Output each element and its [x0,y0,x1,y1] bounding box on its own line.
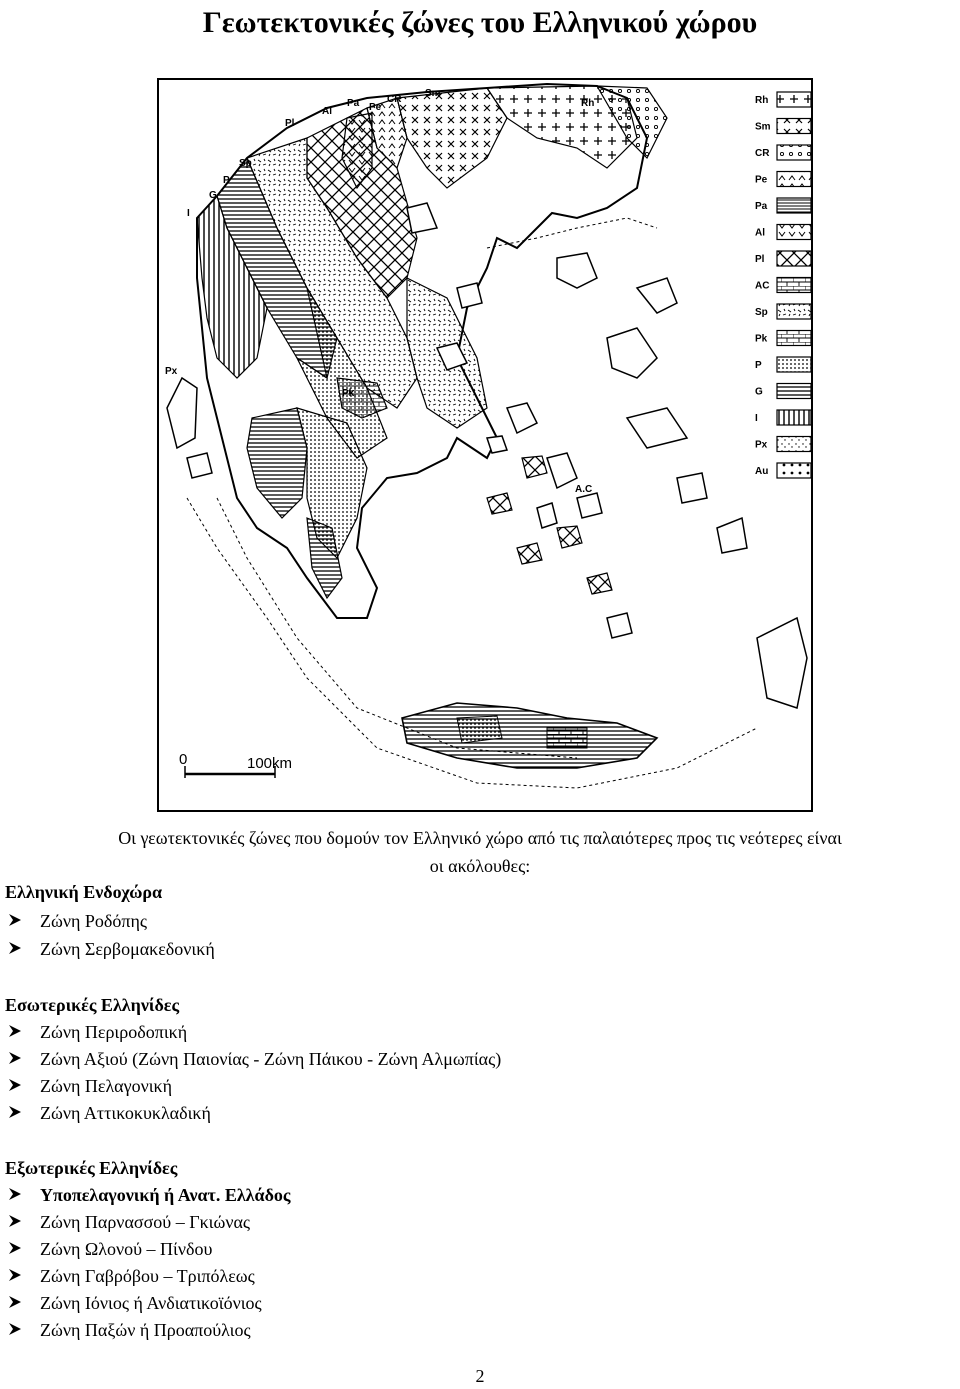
legend-swatch-px [777,437,811,452]
legend-label-al: Al [755,227,765,239]
arrow-bullet-icon [8,1187,22,1201]
legend-swatch-i [777,410,811,425]
list-item-label: Ζώνη Σερβομακεδονική [40,939,215,959]
legend-swatch-rh [777,92,811,107]
legend-swatch-pl [777,251,811,266]
legend-label-pa: Pa [755,201,768,212]
legend-label-cr: CR [755,148,770,159]
map-label-cr: CR [387,94,402,105]
legend-swatch-ac [777,278,811,293]
map-label-rh: Rh [581,98,595,109]
list-item [40,1293,262,1314]
map-label-sm: Sm [425,88,441,99]
arrow-bullet-icon [8,1268,22,1282]
map-label-al: Al [322,106,332,117]
legend-label-sp: Sp [755,307,768,318]
legend-label-px: Px [755,439,768,451]
legend-swatch-pa [777,198,811,213]
arrow-bullet-icon [8,941,22,955]
crete-gavrovo [457,716,502,743]
map-label-i: I [187,208,190,219]
legend-swatch-cr [777,145,811,160]
legend-swatch-pk [777,331,811,346]
list-item-label: Ζώνη Παξών ή Προαπούλιος [40,1320,251,1340]
page-title: Γεωτεκτονικές ζώνες του Ελληνικού χώρου [202,6,758,39]
map-label-pk: Pk [342,388,355,399]
legend-label-p: P [755,360,762,371]
arrow-bullet-icon [8,913,22,927]
legend-swatch-sp [777,304,811,319]
legend-label-sm: Sm [755,121,771,133]
legend-swatch-g [777,384,811,399]
list-item [40,1049,501,1070]
map-label-sp: Sp [239,158,252,169]
list-item-label: Ζώνη Αττικοκυκλαδική [40,1103,211,1123]
list-item [40,1266,255,1287]
list-item [40,1185,291,1206]
page-number: 2 [475,1366,485,1386]
list-item [40,1212,250,1233]
list-item-label: Ζώνη Ροδόπης [40,911,148,931]
arrow-bullet-icon [8,1105,22,1119]
list-item-label: Υποπελαγονική ή Ανατ. Ελλάδος [40,1185,291,1205]
list-item-label: Ζώνη Περιροδοπική [40,1022,188,1042]
map-label-pe: Pe [369,102,382,113]
scale-km-label: 100km [247,755,293,772]
arrow-bullet-icon [8,1214,22,1228]
geotectonic-map [157,78,813,812]
section-heading-hinterland: Ελληνική Ενδοχώρα [5,882,163,902]
arrow-bullet-icon [8,1051,22,1065]
legend-swatch-al [777,225,811,240]
map-label-g: G [209,190,217,201]
arrow-bullet-icon [8,1241,22,1255]
intro-line-2: οι ακόλουθες: [429,856,531,876]
legend-label-pk: Pk [755,333,768,345]
list-item [40,911,147,932]
list-item [40,1239,212,1260]
list-item-label: Ζώνη Αξιού (Ζώνη Παιονίας - Ζώνη Πάικου - Ζώνη Αλμωπίας) [40,1049,502,1069]
arrow-bullet-icon [8,1024,22,1038]
list-item [40,1320,251,1341]
legend-label-ac: AC [755,280,770,292]
legend-label-au: Au [755,466,769,477]
list-item-label: Ζώνη Παρνασσού – Γκιώνας [40,1212,251,1232]
map-label-pa: Pa [347,98,360,109]
arrow-bullet-icon [8,1295,22,1309]
map-label-ac: A.C [575,484,593,495]
crete-pindos [547,728,587,748]
legend-label-i: I [755,413,758,424]
legend-label-pl: Pl [755,254,765,265]
arrow-bullet-icon [8,1322,22,1336]
section-heading-external-hellenides: Εξωτερικές Ελληνίδες [5,1158,178,1178]
map-label-pl: Pl [285,118,295,129]
legend-label-pe: Pe [755,174,768,186]
legend-swatch-p [777,357,811,372]
list-item [40,1076,172,1097]
legend-swatch-pe [777,172,811,187]
intro-line-1: Οι γεωτεκτονικές ζώνες που δομούν τον Ελληνικό χώρο από τις παλαιότερες προς τις νεότερες είναι [118,828,842,848]
section-heading-internal-hellenides: Εσωτερικές Ελληνίδες [5,995,180,1015]
list-item [40,939,215,960]
scale-zero-label: 0 [179,751,188,768]
legend-label-rh: Rh [755,95,769,106]
list-item-label: Ζώνη Πελαγονική [40,1076,173,1096]
list-item-label: Ζώνη Ιόνιος ή Ανδιατικοϊόνιος [40,1293,262,1313]
legend-swatch-sm [777,119,811,134]
arrow-bullet-icon [8,1078,22,1092]
list-item [40,1022,187,1043]
list-item-label: Ζώνη Γαβρόβου – Τριπόλεως [40,1266,255,1286]
map-label-p: P [223,175,230,186]
list-item [40,1103,211,1124]
map-label-px: Px [165,366,178,377]
list-item-label: Ζώνη Ωλονού – Πίνδου [40,1239,213,1259]
legend-label-g: G [755,386,763,398]
legend-swatch-au [777,463,811,478]
